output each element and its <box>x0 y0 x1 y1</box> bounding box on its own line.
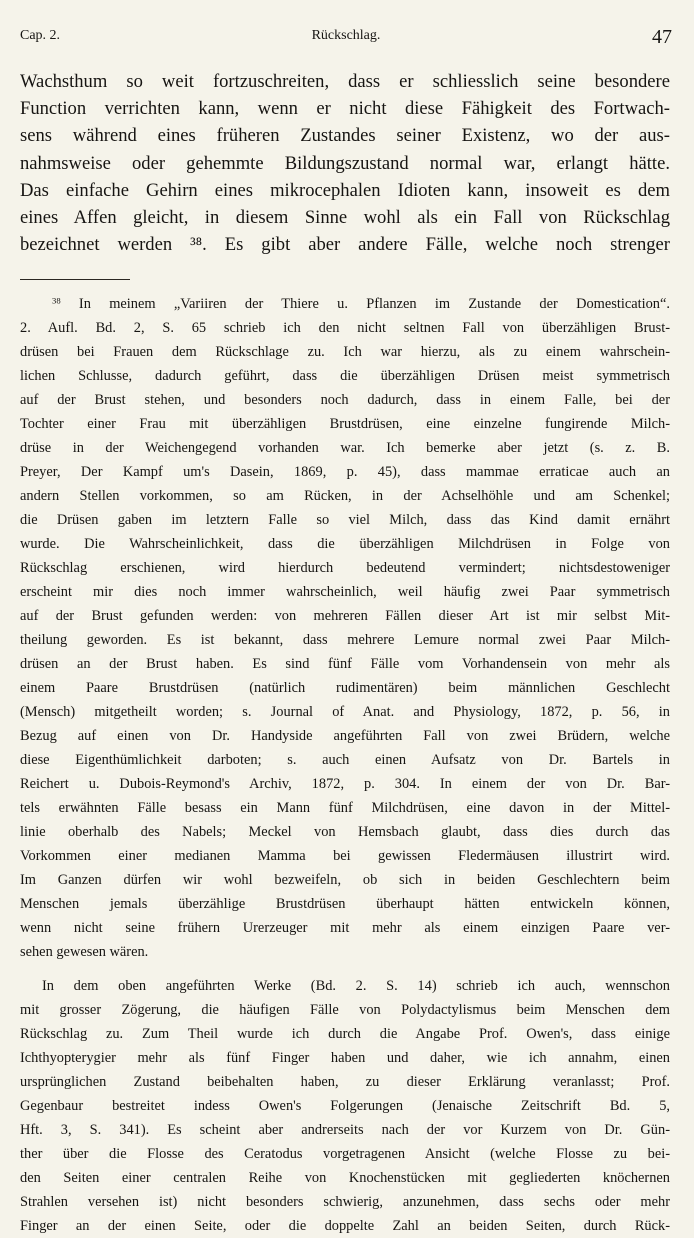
running-title: Rückschlag. <box>311 28 381 43</box>
footnote-line: tels erwähnten Fälle besass ein Mann fünf Milchdrüsen, eine davon in der Mittel- <box>20 800 670 816</box>
footnote-line: Menschen jemals überzählige Brustdrüsen überhaupt hätten entwickeln können, <box>20 896 670 912</box>
footnote-line: den Seiten einer centralen Reihe von Knochenstücken mit gegliederten knöchernen <box>20 1170 670 1186</box>
footnote-line: Finger an der einen Seite, oder die doppelte Zahl an beiden Seiten, durch Rück- <box>20 1218 670 1234</box>
text-line: Function verrichten kann, wenn er nicht diese Fähigkeit des Fortwach- <box>20 98 670 120</box>
footnote-marker: 38 <box>52 295 61 306</box>
footnote-line: Reichert u. Dubois-Reymond's Archiv, 1872, p. 304. In einem der von Dr. Bar- <box>20 776 670 792</box>
footnote-line: (Mensch) mitgetheilt worden; s. Journal of Anat. and Physiology, 1872, p. 56, in <box>20 704 670 720</box>
footnote-line: linie oberhalb des Nabels; Meckel von Hemsbach glaubt, dass dies durch das <box>20 824 670 840</box>
footnote-line: auf der Brust gefunden werden: von mehreren Fällen dieser Art ist mir selbst Mit- <box>20 608 670 624</box>
footnote-line: die Drüsen gaben im letztern Falle so viel Milch, dass das Kind damit ernährt <box>20 512 670 528</box>
footnote-line-text: In meinem „Variiren der Thiere u. Pflanzen im Zustande der Domestication“. <box>78 296 670 312</box>
footnote-line: andern Stellen vorkommen, so am Rücken, in der Achselhöhle und am Schenkel; <box>20 488 670 504</box>
footnote-line: auf der Brust stehen, und besonders noch dadurch, dass in einem Falle, bei der <box>20 392 670 408</box>
text-line: sens während eines früheren Zustandes seiner Existenz, wo der aus- <box>20 125 670 147</box>
footnote-line: erscheint mir dies noch immer wahrscheinlich, weil häufig zwei Paar symmetrisch <box>20 584 670 600</box>
footnote-line: Im Ganzen dürfen wir wohl bezweifeln, ob sich in beiden Geschlechtern beim <box>20 872 670 888</box>
text-line: Das einfache Gehirn eines mikrocephalen Idioten kann, insoweit es dem <box>20 179 670 201</box>
footnote-line: drüsen an der Brust haben. Es sind fünf Fälle vom Vorhandensein von mehr als <box>20 656 670 672</box>
footnote-line: mit grosser Zögerung, die häufigen Fälle von Polydactylismus beim Menschen dem <box>20 1002 670 1018</box>
footnote-line: drüse in der Weichengegend vorhanden war. Ich bemerke aber jetzt (s. z. B. <box>20 440 670 456</box>
footnote-line: drüsen bei Frauen dem Rückschlage zu. Ich war hierzu, als zu einem wahrschein- <box>20 344 670 360</box>
footnote <box>20 292 670 1238</box>
text-line: bezeichnet werden ³⁸. Es gibt aber andere Fälle, welche noch strenger <box>20 234 670 256</box>
page-header <box>20 28 672 54</box>
footnote-line: Strahlen versehen ist) nicht besonders schwierig, anzunehmen, dass sechs oder mehr <box>20 1194 670 1210</box>
footnote-paragraph-2 <box>20 974 670 1238</box>
footnote-line: sehen gewesen wären. <box>20 944 149 960</box>
page-number: 47 <box>652 26 672 48</box>
footnote-line: Hft. 3, S. 341). Es scheint aber andrerseits nach der vor Kurzem von Dr. Gün- <box>20 1122 670 1138</box>
footnote-paragraph-1 <box>20 292 670 964</box>
footnote-line: Preyer, Der Kampf um's Dasein, 1869, p. 45), dass mammae erraticae auch an <box>20 464 670 480</box>
footnote-line: Rückschlag erschienen, wird hierdurch bedeutend vermindert; nichtsdestoweniger <box>20 560 670 576</box>
main-text <box>20 68 670 258</box>
footnote-line <box>20 292 670 316</box>
footnote-line: ther über die Flosse des Ceratodus vorgetragenen Ansicht (welche Flosse zu bei- <box>20 1146 670 1162</box>
text-line: nahmsweise oder gehemmte Bildungszustand normal war, erlangt hätte. <box>20 152 670 174</box>
chapter-label: Cap. 2. <box>20 28 61 43</box>
footnote-line: Bezug auf einen von Dr. Handyside angeführten Fall von zwei Brüdern, welche <box>20 728 670 744</box>
footnote-line: Gegenbaur bestreitet indess Owen's Folgerungen (Jenaische Zeitschrift Bd. 5, <box>20 1098 670 1114</box>
footnote-line: wurde. Die Wahrscheinlichkeit, dass die überzähligen Milchdrüsen in Folge von <box>20 536 670 552</box>
footnote-line: lichen Schlusse, dadurch geführt, dass die überzähligen Drüsen meist symmetrisch <box>20 368 670 384</box>
footnote-line: wenn nicht seine frühern Urerzeuger mit mehr als einem einzigen Paare ver- <box>20 920 670 936</box>
text-line: eines Affen gleicht, in diesem Sinne wohl als ein Fall von Rückschlag <box>20 207 670 229</box>
footnote-line: 2. Aufl. Bd. 2, S. 65 schrieb ich den nicht seltnen Fall von überzähligen Brust- <box>20 320 670 336</box>
footnote-line: diese Eigenthümlichkeit darboten; s. auch einen Aufsatz von Dr. Bartels in <box>20 752 670 768</box>
footnote-line: In dem oben angeführten Werke (Bd. 2. S. 14) schrieb ich auch, wennschon <box>42 978 670 994</box>
footnote-line: Tochter einer Frau mit überzähligen Brustdrüsen, eine einzelne fungirende Milch- <box>20 416 670 432</box>
footnote-line: Rückschlag zu. Zum Theil wurde ich durch die Angabe Prof. Owen's, dass einige <box>20 1026 670 1042</box>
footnote-line: einem Paare Brustdrüsen (natürlich rudimentären) beim männlichen Geschlecht <box>20 680 670 696</box>
text-line: Wachsthum so weit fortzuschreiten, dass er schliesslich seine besondere <box>20 71 670 92</box>
footnote-rule <box>20 279 130 280</box>
footnote-line: Vorkommen einer medianen Mamma bei gewissen Fledermäusen illustrirt wird. <box>20 848 670 864</box>
footnote-line: theilung geworden. Es ist bekannt, dass mehrere Lemure normal zwei Paar Milch- <box>20 632 670 648</box>
footnote-line: ursprünglichen Zustand beibehalten haben, zu dieser Erklärung veranlasst; Prof. <box>20 1074 670 1090</box>
footnote-line: Ichthyopterygier mehr als fünf Finger haben und daher, wie ich annahm, einen <box>20 1050 670 1066</box>
